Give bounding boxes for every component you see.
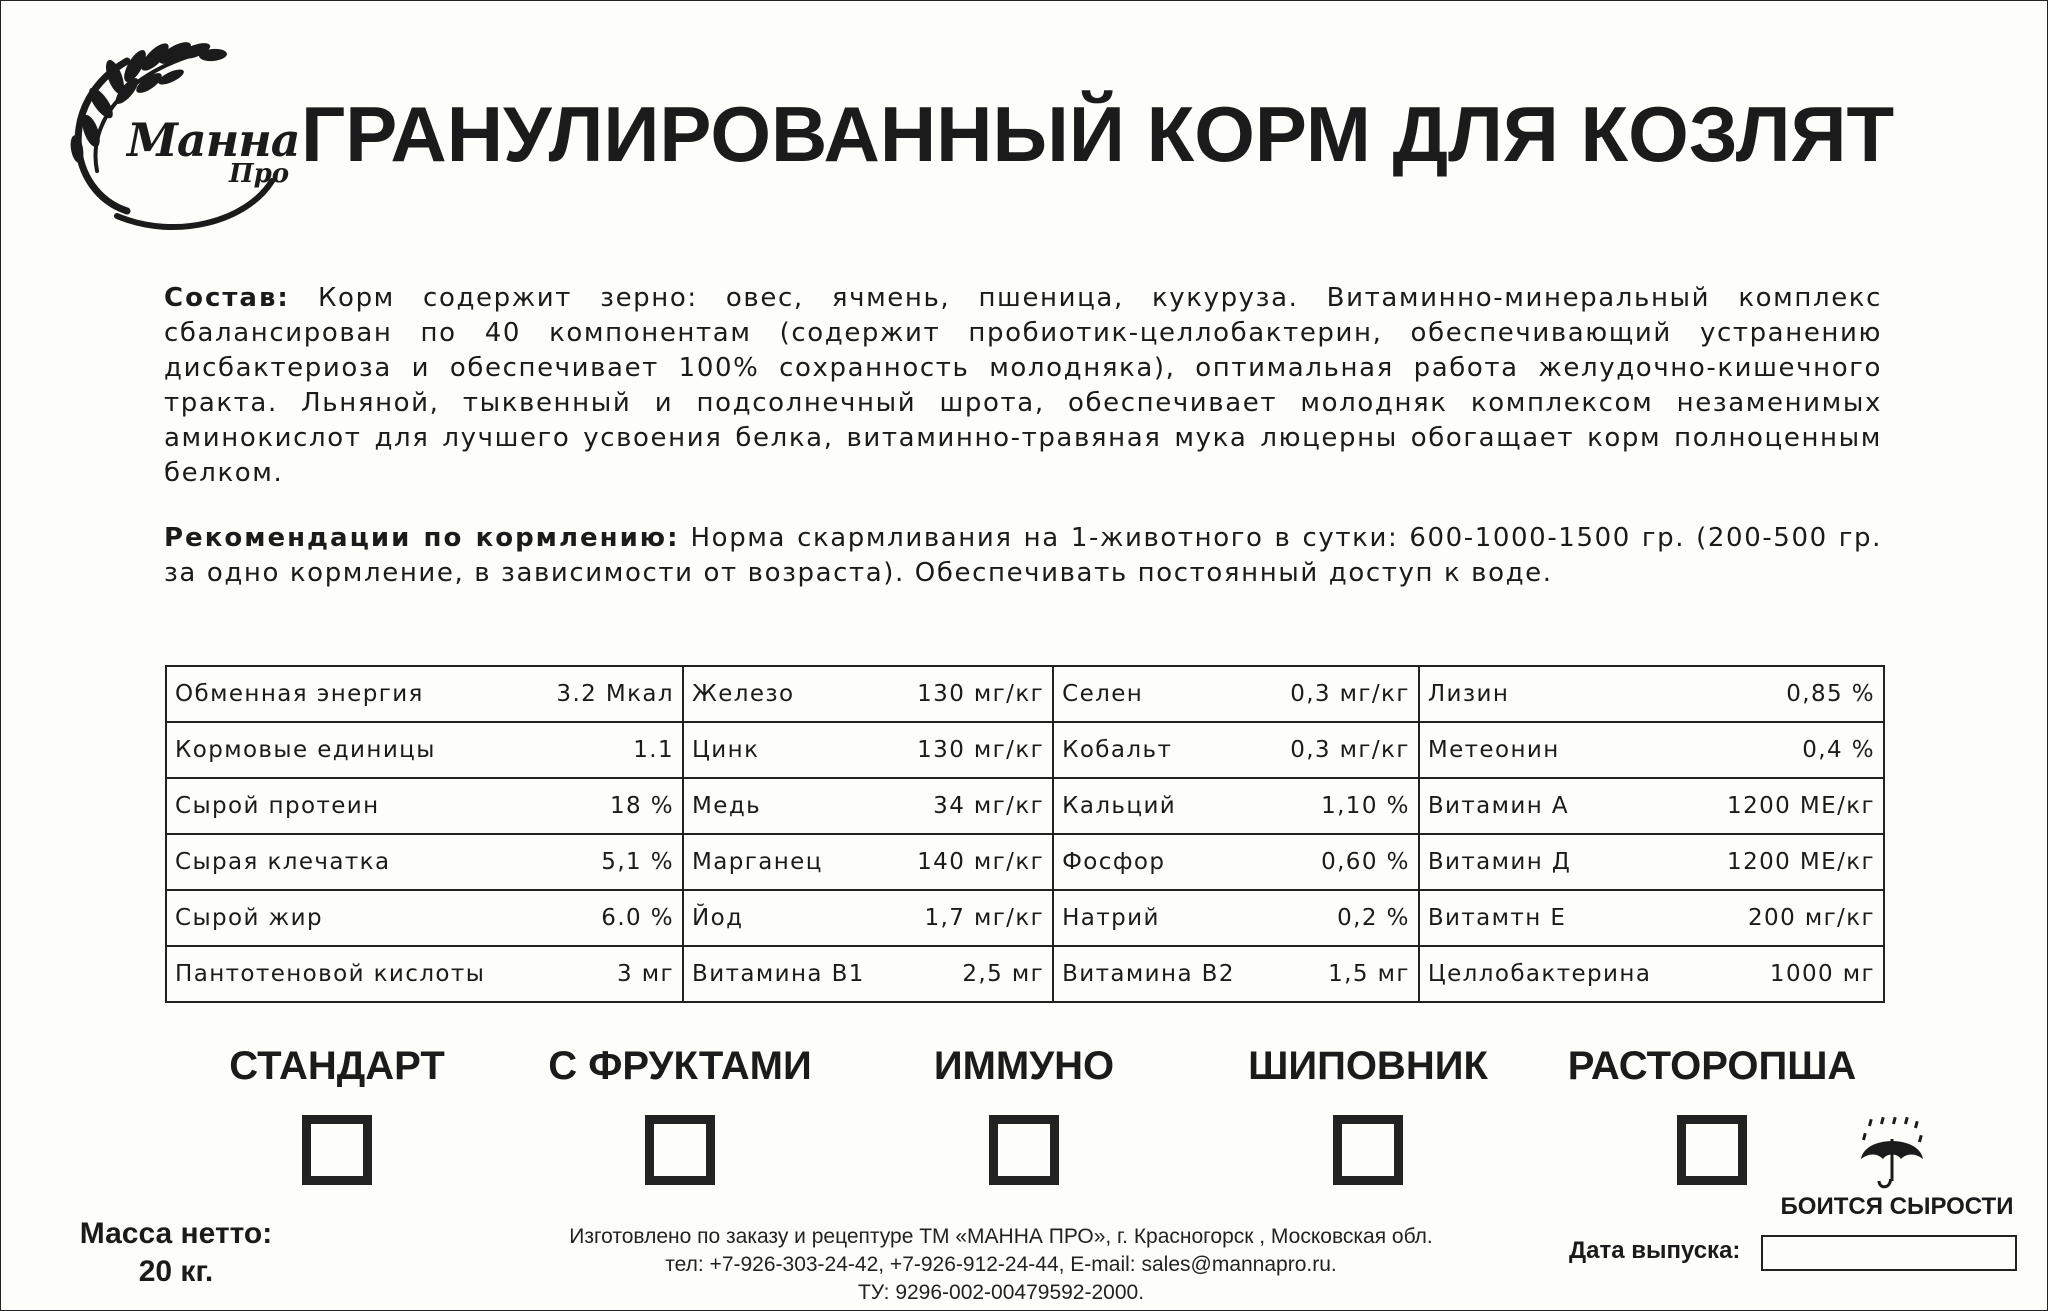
nutrient-cell [1419, 778, 1884, 834]
nutrient-value: 6.0 % [601, 905, 675, 931]
nutrient-value: 1.1 [633, 737, 675, 763]
nutrient-value: 0,3 мг/кг [1290, 681, 1410, 707]
nutrient-value: 0,60 % [1321, 849, 1410, 875]
nutrient-name: Сырая клечатка [175, 849, 391, 875]
nutrient-value: 130 мг/кг [917, 681, 1045, 707]
variant-label: СТАНДАРТ [229, 1044, 445, 1088]
nutrient-name: Лизин [1427, 681, 1510, 707]
nutrient-name: Витамина В1 [692, 961, 865, 987]
table-row [166, 890, 1884, 946]
nutrient-name: Кальций [1062, 793, 1177, 819]
manufacturer-info [471, 1223, 1531, 1307]
nutrient-name: Медь [692, 793, 762, 819]
nutrient-name: Пантотеновой кислоты [175, 961, 486, 987]
nutrient-value: 200 мг/кг [1748, 905, 1875, 931]
nutrient-value: 0,2 % [1337, 905, 1410, 931]
nutrient-cell [1053, 778, 1419, 834]
variant-checkbox[interactable] [645, 1115, 715, 1185]
variant-checkbox[interactable] [989, 1115, 1059, 1185]
variant-label: РАСТОРОПША [1567, 1044, 1857, 1088]
variant-checkbox[interactable] [1677, 1115, 1747, 1185]
nutrient-value: 3.2 Мкал [556, 681, 675, 707]
nutrient-cell [166, 890, 683, 946]
composition-text: Корм содержит зерно: овес, ячмень, пшеница, кукуруза. Витаминно-минеральный комплекс сбалансирован по 40 компонентам (содержит пробиотик-целлобактерин, обеспечивающий устранению дисбактериоза и обеспечивает 100% сохранность молодняка), оптимальная работа желудочно-кишечного тракта. Льняной, тыквенный и подсолнечный шрота, обеспечивает молодняк комплексом незаменимых аминокислот для лучшего усвоения белка, витаминно-травяная мука люцерны обогащает корм полноценным белком. [164, 283, 1882, 488]
nutrient-name: Марганец [692, 849, 823, 875]
composition-label: Состав: [164, 283, 290, 313]
nutrient-name: Селен [1062, 681, 1144, 707]
nutrient-cell [683, 834, 1053, 890]
nutrient-cell [166, 778, 683, 834]
umbrella-icon [1857, 1117, 1927, 1193]
nutrient-name: Метеонин [1427, 737, 1560, 763]
nutrient-name: Кормовые единицы [175, 737, 436, 763]
nutrient-cell [1419, 834, 1884, 890]
nutrient-cell [1053, 946, 1419, 1002]
nutrient-cell [683, 722, 1053, 778]
nutrient-cell [683, 890, 1053, 946]
nutrient-cell [1419, 890, 1884, 946]
moisture-warning: БОИТСЯ СЫРОСТИ [1780, 1193, 2014, 1220]
nutrient-name: Витамина В2 [1062, 961, 1235, 987]
nutrient-cell [683, 666, 1053, 722]
nutrient-cell [1053, 666, 1419, 722]
nutrient-value: 140 мг/кг [917, 849, 1045, 875]
manufacturer-line-1: Изготовлено по заказу и рецептуре ТМ «МАННА ПРО», г. Красногорск , Московская обл. [569, 1225, 1433, 1248]
manufacturer-contacts: тел: +7-926-303-24-42, +7-926-912-24-44, E-mail: sales@mannapro.ru. [665, 1253, 1337, 1276]
nutrient-value: 1,5 мг [1328, 961, 1410, 987]
nutrient-value: 130 мг/кг [917, 737, 1045, 763]
nutrient-name: Сырой жир [175, 905, 324, 931]
nutrient-cell [1419, 722, 1884, 778]
manna-pro-logo [57, 41, 300, 231]
logo-sub-text: Про [229, 159, 290, 189]
table-row [166, 666, 1884, 722]
nutrient-value: 0,4 % [1802, 737, 1875, 763]
page-title: ГРАНУЛИРОВАННЫЙ КОРМ ДЛЯ КОЗЛЯТ [301, 90, 1895, 178]
nutrient-cell [1419, 946, 1884, 1002]
variant-option [1208, 1041, 1528, 1189]
nutrient-value: 18 % [609, 793, 675, 819]
variant-option [1552, 1041, 1872, 1189]
nutrient-name: Обменная энергия [175, 681, 424, 707]
net-weight-label: Масса нетто: [79, 1217, 273, 1250]
nutrient-name: Железо [692, 681, 795, 707]
variant-option [177, 1041, 497, 1189]
nutrient-cell [1053, 890, 1419, 946]
net-weight [41, 1215, 311, 1291]
net-weight-value: 20 кг. [138, 1255, 214, 1288]
nutrient-value: 1200 МЕ/кг [1727, 793, 1875, 819]
variant-option [520, 1041, 840, 1189]
variant-option [864, 1041, 1184, 1189]
variant-checkbox[interactable] [302, 1115, 372, 1185]
feeding-text: Норма скармливания на 1-животного в сутки: 600-1000-1500 гр. (200-500 гр. за одно кормление, в зависимости от возраста). Обеспечивать постоянный доступ к воде. [164, 523, 1883, 588]
variant-label: С ФРУКТАМИ [548, 1044, 812, 1088]
variant-options [1, 1041, 2047, 1181]
nutrient-name: Витамин А [1427, 793, 1570, 819]
nutrient-cell [1053, 722, 1419, 778]
nutrient-value: 0,85 % [1786, 681, 1875, 707]
nutrient-value: 3 мг [617, 961, 675, 987]
logo-main-text: Манна [127, 113, 300, 167]
nutrient-cell [166, 722, 683, 778]
feeding-label: Рекомендации по кормлению: [164, 523, 680, 553]
nutrient-cell [166, 834, 683, 890]
nutrient-cell [683, 946, 1053, 1002]
table-row [166, 834, 1884, 890]
nutrient-name: Целлобактерина [1427, 961, 1652, 987]
nutrient-cell [683, 778, 1053, 834]
nutrient-cell [166, 666, 683, 722]
nutrient-value: 5,1 % [601, 849, 675, 875]
variant-label: ШИПОВНИК [1248, 1044, 1488, 1088]
nutrient-value: 1,7 мг/кг [924, 905, 1045, 931]
nutrient-name: Витамтн Е [1427, 905, 1567, 931]
nutrient-table [165, 665, 1885, 1003]
release-date-label: Дата выпуска: [1569, 1237, 1741, 1264]
nutrient-name: Натрий [1062, 905, 1160, 931]
table-row [166, 946, 1884, 1002]
table-row [166, 778, 1884, 834]
nutrient-cell [1419, 666, 1884, 722]
nutrient-cell [1053, 834, 1419, 890]
nutrient-cell [166, 946, 683, 1002]
nutrient-value: 1200 МЕ/кг [1727, 849, 1875, 875]
nutrient-value: 2,5 мг [962, 961, 1045, 987]
release-date-field[interactable] [1761, 1235, 2017, 1271]
nutrient-name: Цинк [692, 737, 760, 763]
nutrient-value: 0,3 мг/кг [1290, 737, 1410, 763]
nutrient-name: Витамин Д [1427, 849, 1572, 875]
nutrient-value: 1,10 % [1321, 793, 1410, 819]
nutrient-value: 1000 мг [1769, 961, 1875, 987]
manufacturer-spec: ТУ: 9296-002-00479592-2000. [857, 1281, 1145, 1304]
variant-label: ИММУНО [933, 1044, 1115, 1088]
nutrient-name: Йод [692, 905, 744, 931]
nutrient-name: Кобальт [1062, 737, 1173, 763]
composition-paragraph [164, 281, 1882, 491]
table-row [166, 722, 1884, 778]
feeding-paragraph [164, 521, 1882, 591]
nutrient-name: Сырой протеин [175, 793, 380, 819]
nutrient-value: 34 мг/кг [933, 793, 1045, 819]
nutrient-name: Фосфор [1062, 849, 1166, 875]
variant-checkbox[interactable] [1333, 1115, 1403, 1185]
